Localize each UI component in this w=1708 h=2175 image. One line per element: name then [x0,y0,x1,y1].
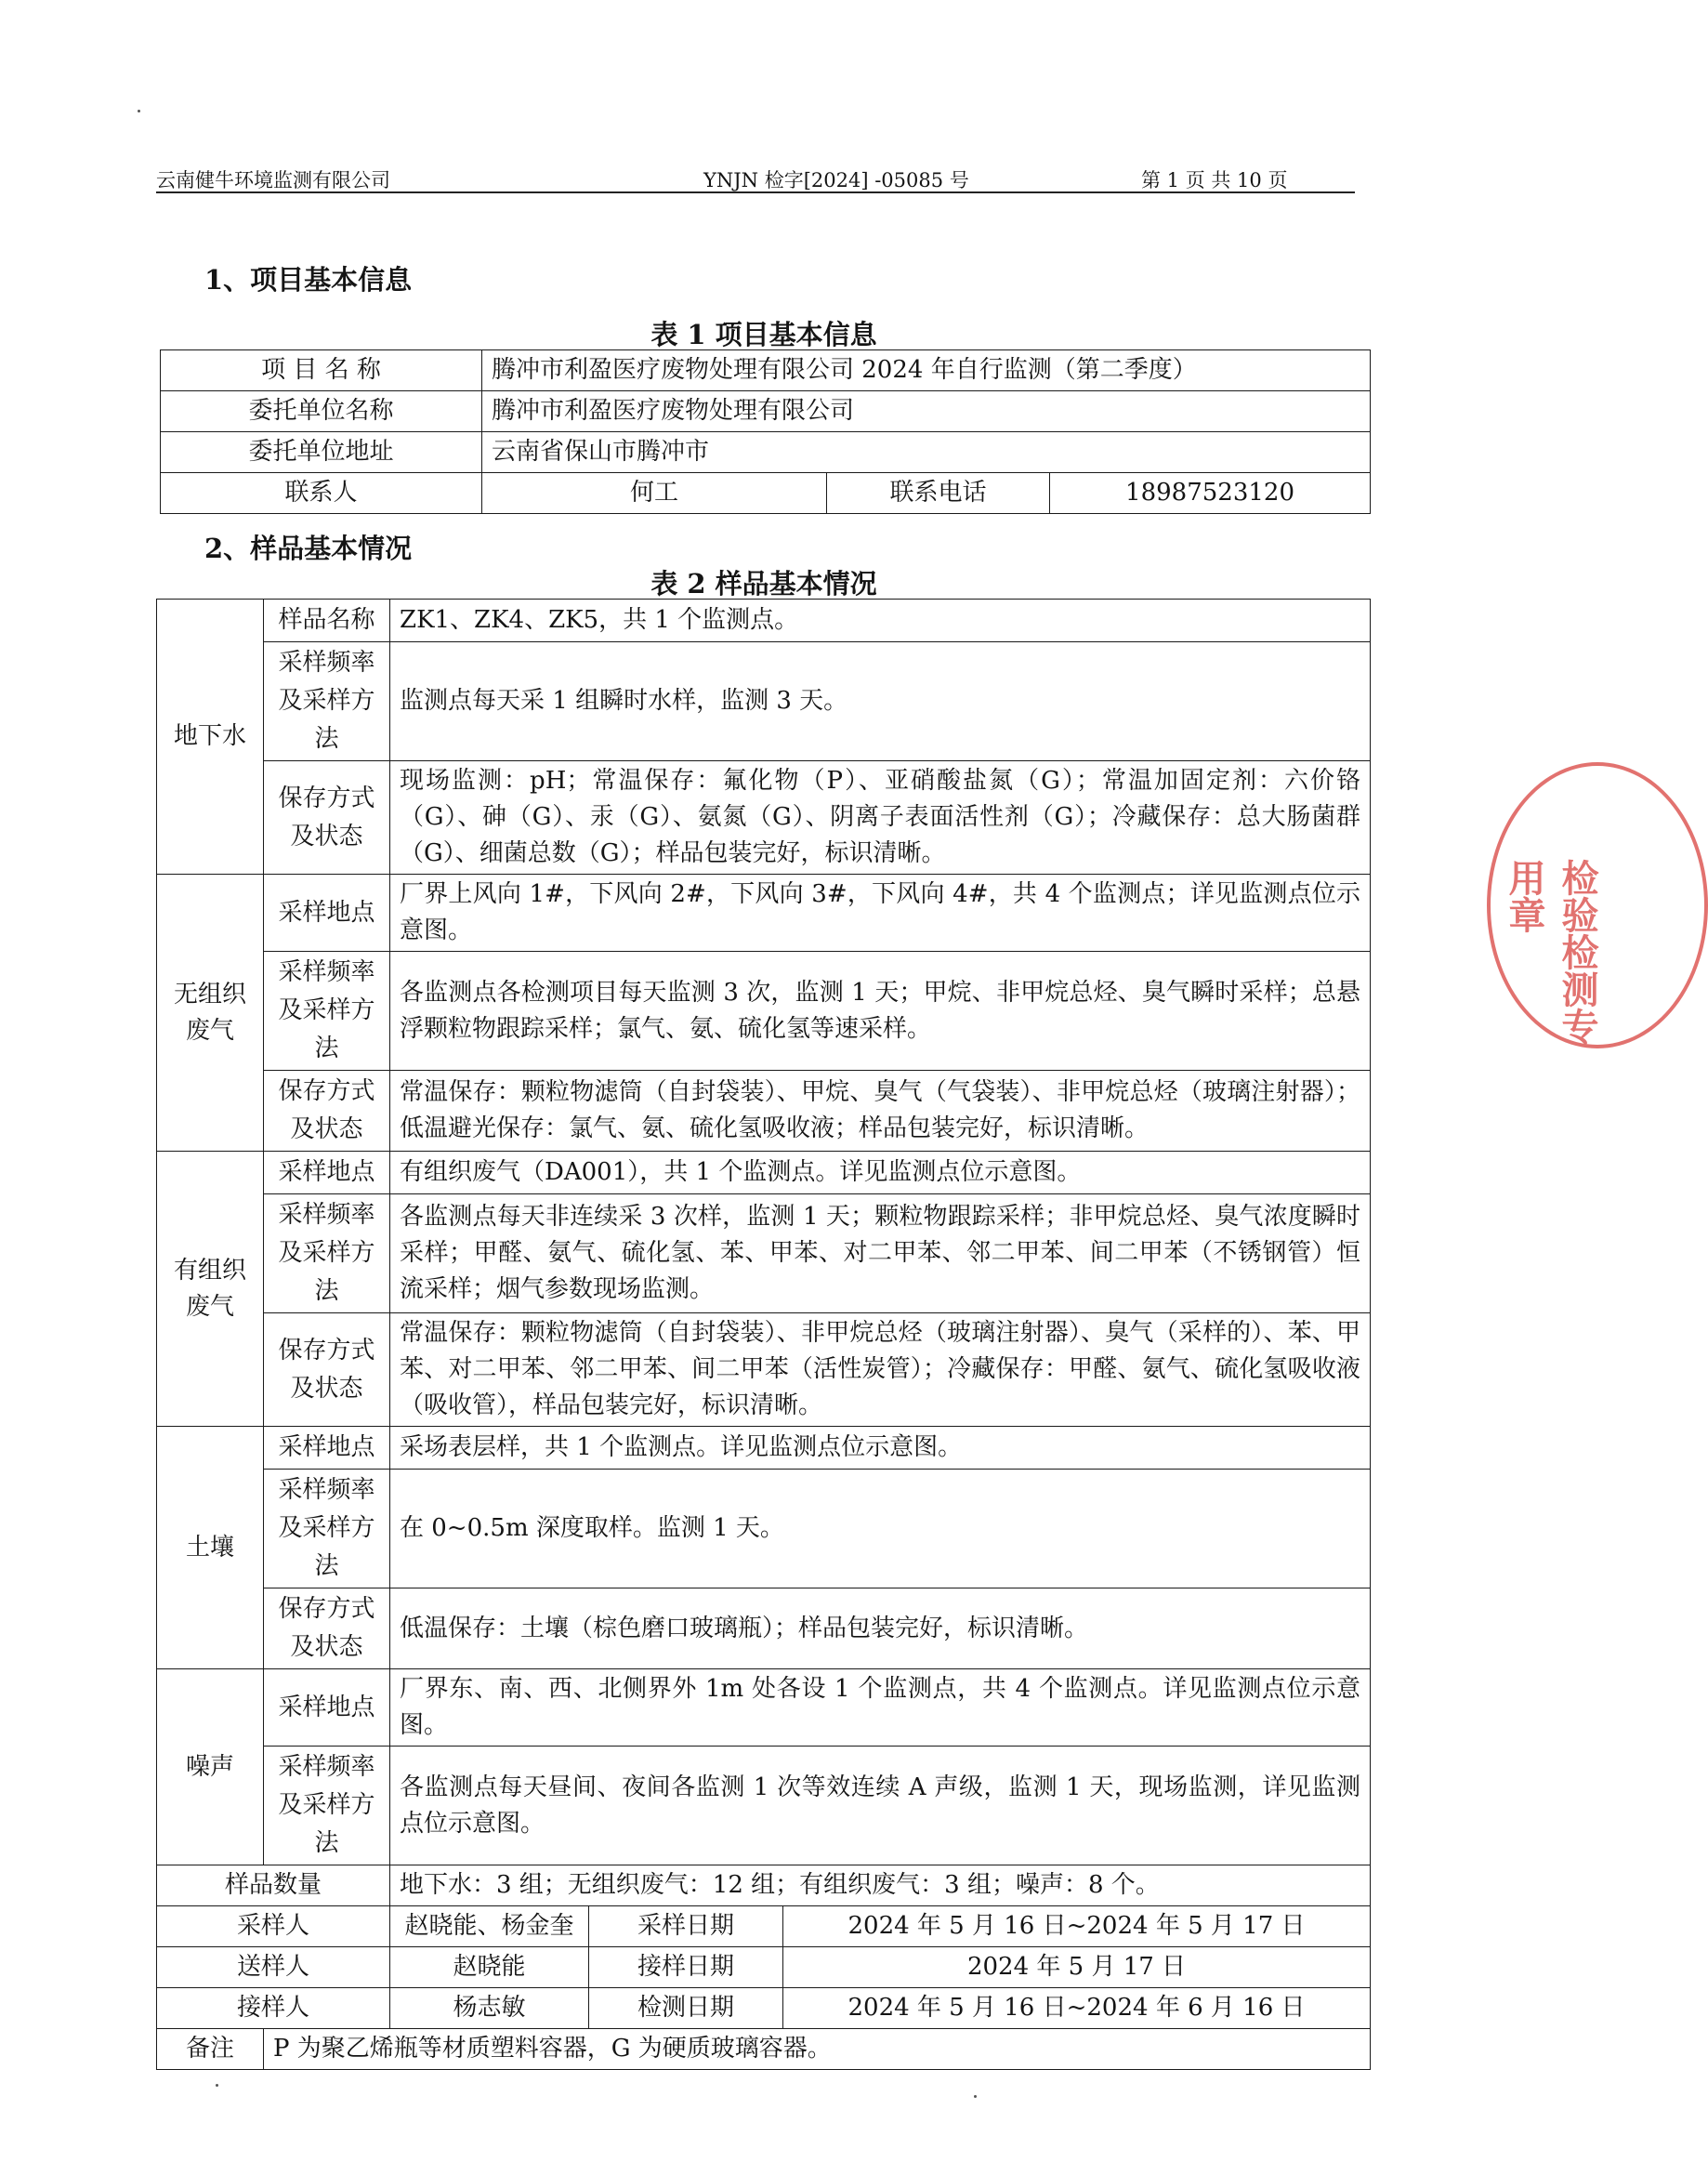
page-header [156,164,1355,191]
seal-text: 检验检测专用章 [1503,859,1599,1045]
fugitive-gas-freq-label: 采样频率及采样方法 [264,952,390,1071]
table-row [157,1988,1371,2029]
table-row [157,642,1371,761]
table-row [161,473,1371,514]
groundwater-store-value: 现场监测：pH；常温保存：氟化物（P）、亚硝酸盐氮（G）；常温加固定剂：六价铬（G）、砷（G）、汞（G）、氨氮（G）、阴离子表面活性剂（G）；冷藏保存：总大肠菌群（G）、细菌总数（G）；样品包装完好，标识清晰。 [390,761,1371,875]
quantity-value: 地下水：3 组；无组织废气：12 组；有组织废气：3 组；噪声：8 个。 [390,1865,1371,1906]
table-row [157,1906,1371,1947]
inspection-seal [1487,762,1708,1048]
soil-freq-value: 在 0~0.5m 深度取样。监测 1 天。 [390,1470,1371,1588]
noise-site-label: 采样地点 [264,1669,390,1747]
client-name-value: 腾冲市利盈医疗废物处理有限公司 [482,391,1371,432]
phone-label: 联系电话 [827,473,1050,514]
fugitive-gas-category: 无组织废气 [157,875,264,1152]
groundwater-category: 地下水 [157,600,264,875]
table-row [157,1071,1371,1152]
fugitive-gas-site-value: 厂界上风向 1#，下风向 2#，下风向 3#，下风向 4#，共 4 个监测点；详见监测点位示意图。 [390,875,1371,952]
table-row [157,1588,1371,1669]
header-rule [156,191,1355,193]
fugitive-gas-store-label: 保存方式及状态 [264,1071,390,1152]
organized-gas-store-label: 保存方式及状态 [264,1313,390,1427]
organized-gas-freq-label: 采样频率及采样方法 [264,1194,390,1313]
noise-freq-label: 采样频率及采样方法 [264,1747,390,1865]
scan-speck [216,2084,218,2087]
fugitive-gas-store-value: 常温保存：颗粒物滤筒（自封袋装）、甲烷、臭气（气袋装）、非甲烷总烃（玻璃注射器）；低温避光保存：氯气、氨、硫化氢吸收液；样品包装完好，标识清晰。 [390,1071,1371,1152]
fugitive-gas-site-label: 采样地点 [264,875,390,952]
project-name-value: 腾冲市利盈医疗废物处理有限公司 2024 年自行监测（第二季度） [482,350,1371,391]
scan-speck [974,2095,977,2098]
test-date-value: 2024 年 5 月 16 日~2024 年 6 月 16 日 [783,1988,1371,2029]
table-row [157,761,1371,875]
organized-gas-freq-value: 各监测点每天非连续采 3 次样，监测 1 天；颗粒物跟踪采样；非甲烷总烃、臭气浓度瞬时采样；甲醛、氨气、硫化氢、苯、甲苯、对二甲苯、邻二甲苯、间二甲苯（不锈钢管）恒流采样；烟气参数现场监测。 [390,1194,1371,1313]
soil-site-value: 采场表层样，共 1 个监测点。详见监测点位示意图。 [390,1427,1371,1470]
report-number: YNJN 检字[2024] -05085 号 [703,169,969,191]
table-row [157,1947,1371,1988]
groundwater-freq-label: 采样频率及采样方法 [264,642,390,761]
client-name-label: 委托单位名称 [161,391,482,432]
client-address-label: 委托单位地址 [161,432,482,473]
client-address-value: 云南省保山市腾冲市 [482,432,1371,473]
sample-date-value: 2024 年 5 月 16 日~2024 年 5 月 17 日 [783,1906,1371,1947]
company-name: 云南健牛环境监测有限公司 [156,169,390,191]
sample-info-table [156,599,1371,2070]
soil-freq-label: 采样频率及采样方法 [264,1470,390,1588]
groundwater-store-label: 保存方式及状态 [264,761,390,875]
table-1-caption: 表 1 项目基本信息 [650,319,877,350]
organized-gas-store-value: 常温保存：颗粒物滤筒（自封袋装）、非甲烷总烃（玻璃注射器）、臭气（采样的）、苯、甲苯、对二甲苯、邻二甲苯、间二甲苯（活性炭管）；冷藏保存：甲醛、氨气、硫化氢吸收液（吸收管），样品包装完好，标识清晰。 [390,1313,1371,1427]
receive-date-value: 2024 年 5 月 17 日 [783,1947,1371,1988]
project-info-table [160,349,1371,514]
organized-gas-category: 有组织废气 [157,1152,264,1427]
table-row [157,1194,1371,1313]
table-row [161,432,1371,473]
table-row [157,1427,1371,1470]
table-row [157,2029,1371,2070]
table-row [157,952,1371,1071]
table-row [161,350,1371,391]
sender-value: 赵晓能 [390,1947,589,1988]
soil-store-label: 保存方式及状态 [264,1588,390,1669]
fugitive-gas-freq-value: 各监测点各检测项目每天监测 3 次，监测 1 天；甲烷、非甲烷总烃、臭气瞬时采样；总悬浮颗粒物跟踪采样；氯气、氨、硫化氢等速采样。 [390,952,1371,1071]
table-row [157,1669,1371,1747]
section-2-heading: 2、样品基本情况 [204,533,413,564]
project-name-label: 项 目 名 称 [161,350,482,391]
remark-label: 备注 [157,2029,264,2070]
sampler-value: 赵晓能、杨金奎 [390,1906,589,1947]
soil-store-value: 低温保存：土壤（棕色磨口玻璃瓶）；样品包装完好，标识清晰。 [390,1588,1371,1669]
table-row [157,1865,1371,1906]
sampler-label: 采样人 [157,1906,390,1947]
groundwater-name-value: ZK1、ZK4、ZK5，共 1 个监测点。 [390,600,1371,642]
organized-gas-site-value: 有组织废气（DA001），共 1 个监测点。详见监测点位示意图。 [390,1152,1371,1194]
table-row [157,600,1371,642]
test-date-label: 检测日期 [589,1988,783,2029]
groundwater-name-label: 样品名称 [264,600,390,642]
table-row [157,1152,1371,1194]
table-row [157,875,1371,952]
contact-value: 何工 [482,473,827,514]
phone-value: 18987523120 [1050,473,1371,514]
noise-site-value: 厂界东、南、西、北侧界外 1m 处各设 1 个监测点，共 4 个监测点。详见监测点位示意图。 [390,1669,1371,1747]
quantity-label: 样品数量 [157,1865,390,1906]
soil-site-label: 采样地点 [264,1427,390,1470]
receiver-value: 杨志敏 [390,1988,589,2029]
noise-freq-value: 各监测点每天昼间、夜间各监测 1 次等效连续 A 声级，监测 1 天，现场监测，详见监测点位示意图。 [390,1747,1371,1865]
section-1-heading: 1、项目基本信息 [204,264,413,296]
table-2-caption: 表 2 样品基本情况 [650,568,877,600]
table-row [161,391,1371,432]
table-row [157,1747,1371,1865]
receive-date-label: 接样日期 [589,1947,783,1988]
remark-value: P 为聚乙烯瓶等材质塑料容器，G 为硬质玻璃容器。 [264,2029,1371,2070]
organized-gas-site-label: 采样地点 [264,1152,390,1194]
table-row [157,1313,1371,1427]
table-row [157,1470,1371,1588]
soil-category: 土壤 [157,1427,264,1669]
page-number: 第 1 页 共 10 页 [1141,169,1288,191]
receiver-label: 接样人 [157,1988,390,2029]
scan-speck [138,110,140,112]
contact-label: 联系人 [161,473,482,514]
sender-label: 送样人 [157,1947,390,1988]
sample-date-label: 采样日期 [589,1906,783,1947]
noise-category: 噪声 [157,1669,264,1865]
groundwater-freq-value: 监测点每天采 1 组瞬时水样，监测 3 天。 [390,642,1371,761]
